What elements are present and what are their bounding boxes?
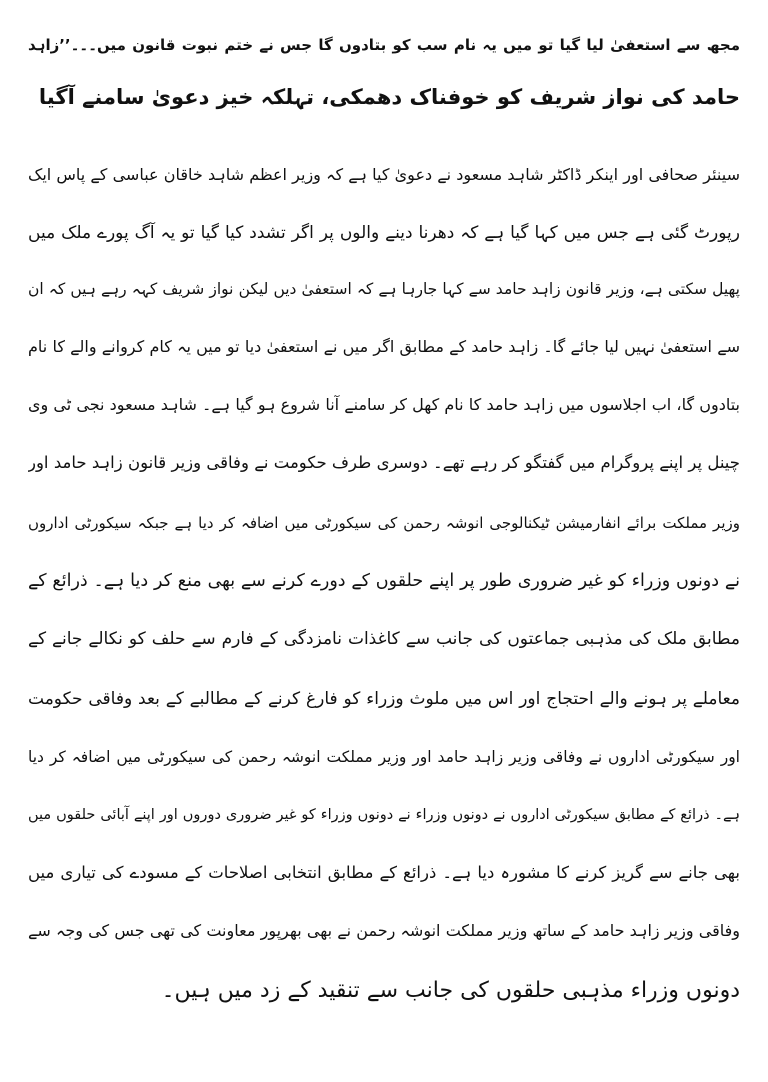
body-line-7: وزیر مملکت برائے انفارمیشن ٹیکنالوجی انوشہ رحمن کی سیکورٹی میں اضافہ کر دیا ہے جبکہ سیکورٹی اداروں [28, 514, 740, 532]
body-line-4: سے استعفیٰ نہیں لیا جائے گا۔ زاہد حامد کے مطابق اگر میں نے استعفیٰ دیا تو میں یہ کام کروانے والے کا نام [28, 337, 740, 356]
body-line-2: رپورٹ گئی ہے جس میں کہا گیا ہے کہ دھرنا دینے والوں پر اگر تشدد کیا گیا تو یہ آگ پورے ملک میں [28, 223, 740, 243]
body-line-13: بھی جانے سے گریز کرنے کا مشورہ دیا ہے۔ ذرائع کے مطابق انتخابی اصلاحات کے مسودے کی تیاری میں [28, 863, 740, 882]
body-line-3: پھیل سکتی ہے، وزیر قانون زاہد حامد سے کہا جارہا ہے کہ استعفیٰ دیں لیکن نواز شریف کہہ رہے ہیں کہ ان [28, 280, 740, 298]
body-line-11: اور سیکورٹی اداروں نے وفاقی وزیر زاہد حامد اور وزیر مملکت انوشہ رحمن کی سیکورٹی میں اضافہ کر دیا [28, 748, 740, 766]
body-line-5: بتادوں گا، اب اجلاسوں میں زاہد حامد کا نام کھل کر سامنے آنا شروع ہو گیا ہے۔ شاہد مسعود نجی ٹی وی [28, 395, 740, 414]
body-line-10: معاملے پر ہونے والے احتجاج اور اس میں ملوث وزراء کو فارغ کرنے کے مطالبے کے بعد وفاقی حکومت [28, 689, 740, 709]
body-line-12: ہے۔ ذرائع کے مطابق سیکورٹی اداروں نے دونوں وزراء نے دونوں وزراء کو غیر ضروری دوروں اور اپنے آبائی حلقوں میں [28, 807, 740, 823]
headline-line-2: حامد کی نواز شریف کو خوفناک دھمکی، تہلکہ خیز دعویٰ سامنے آگیا [38, 85, 740, 109]
body-line-9: مطابق ملک کی مذہبی جماعتوں کی جانب سے کاغذات نامزدگی کے فارم سے حلف کو نکالے جانے کے [28, 629, 740, 649]
body-line-14: وفاقی وزیر زاہد حامد کے ساتھ وزیر مملکت انوشہ رحمن نے بھی بھرپور معاونت کی تھی جس کی وجہ سے [28, 921, 740, 940]
body-line-6: چینل پر اپنے پروگرام میں گفتگو کر رہے تھے۔ دوسری طرف حکومت نے وفاقی وزیر قانون زاہد حامد اور [28, 453, 740, 472]
headline-line-1: مجھ سے استعفیٰ لیا گیا تو میں یہ نام سب کو بتادوں گا جس نے ختم نبوت قانون میں۔۔۔’’زاہد [28, 36, 740, 54]
body-line-15: دونوں وزراء مذہبی حلقوں کی جانب سے تنقید کے زد میں ہیں۔ [161, 978, 740, 1003]
body-line-1: سینئر صحافی اور اینکر ڈاکٹر شاہد مسعود نے دعویٰ کیا ہے کہ وزیر اعظم شاہد خاقان عباسی کے پاس ایک [28, 165, 740, 184]
body-line-8: نے دونوں وزراء کو غیر ضروری طور پر اپنے حلقوں کے دورے کرنے سے بھی منع کر دیا ہے۔ ذرائع کے [28, 571, 740, 591]
article [28, 14, 740, 1074]
